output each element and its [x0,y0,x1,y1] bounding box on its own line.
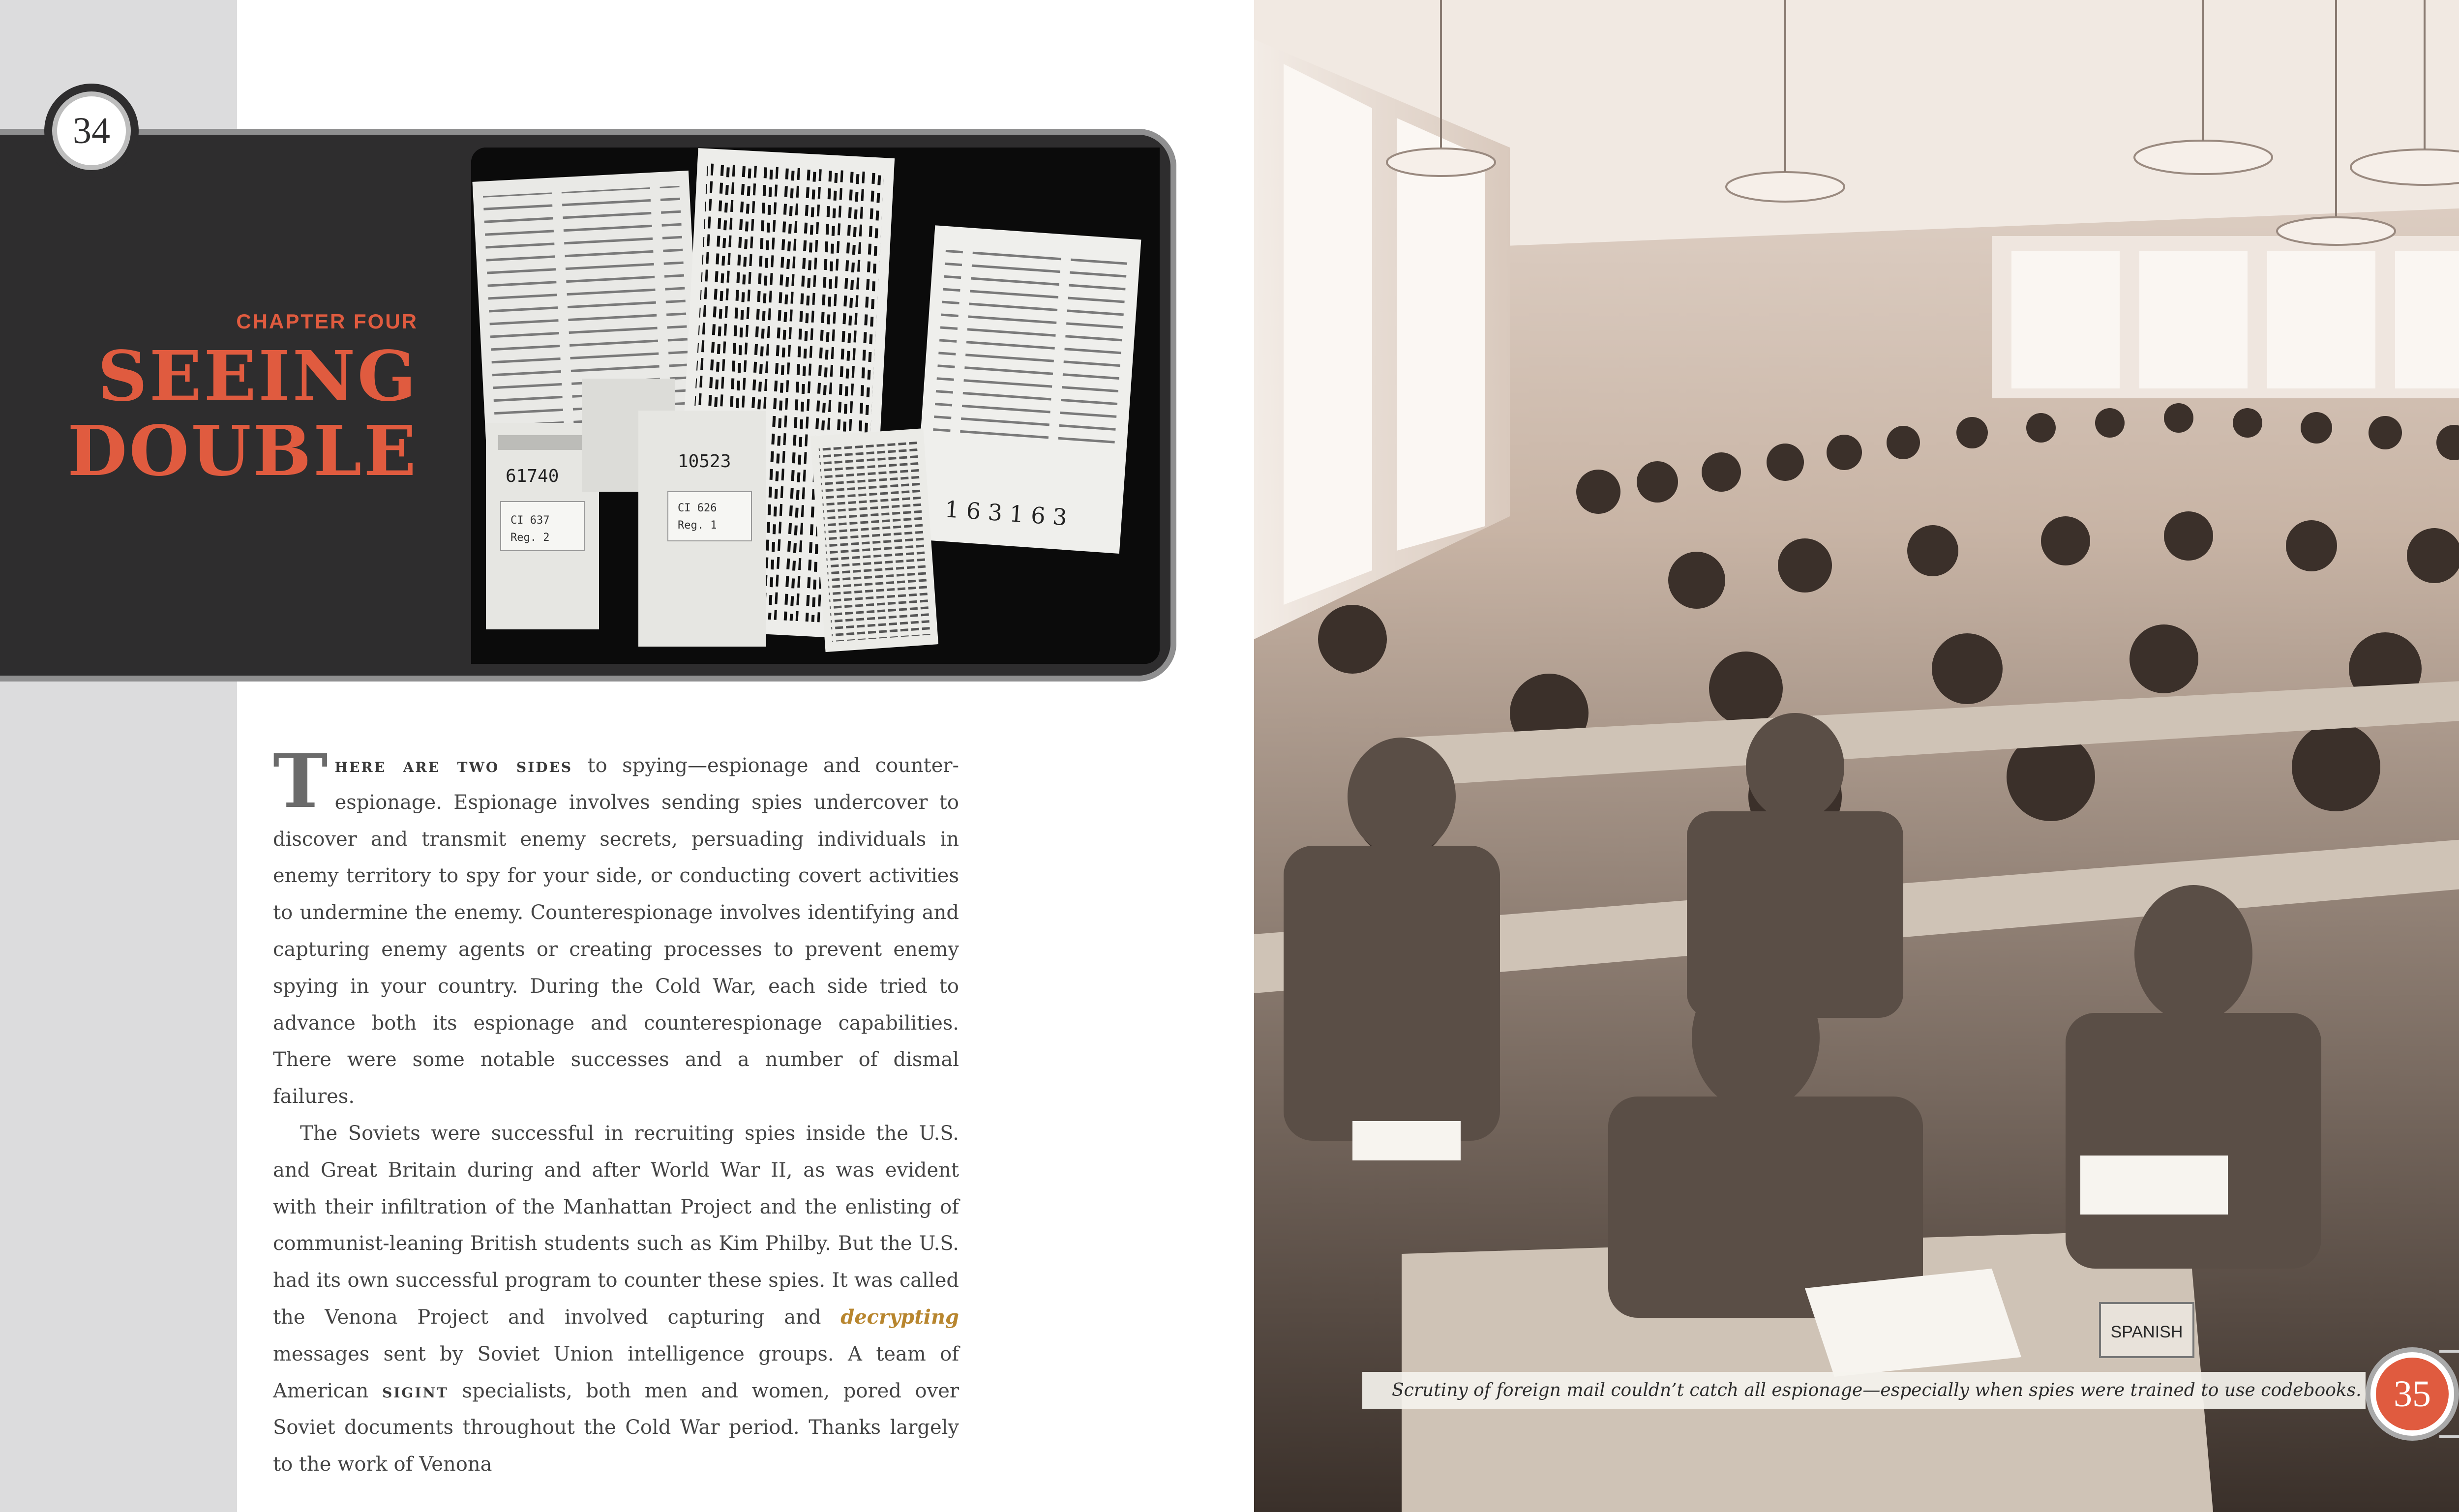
paragraph-2-text-b: messages sent by Soviet Union intelligence groups. A team of American [273,1342,959,1402]
paragraph-2 [273,1115,959,1483]
photo-caption-text: Scrutiny of foreign mail couldn’t catch all espionage—especially when spies were trained to use codebooks. [1392,1380,2362,1400]
card1-number: 61740 [506,466,559,486]
card2-line2: Reg. 1 [678,519,717,532]
chapter-title-line1: SEEING [97,336,418,417]
body-text [273,738,960,1483]
desk-sign: SPANISH [2110,1323,2183,1341]
sigint-term: sigint [382,1379,449,1402]
paragraph-2-text-c: specialists, both men and women, pored over Soviet documents throughout the Cold War period. Thanks largely to the work of Venona [273,1379,959,1476]
documents-illustration [471,148,1160,664]
lead-in: here are two sides [334,754,573,777]
chapter-title [59,336,418,492]
card1-line2: Reg. 2 [510,532,550,544]
sheet-numbers: 1 6 3 1 6 3 [944,496,1068,531]
paragraph-1-text: to spying—espionage and counter-espionage. Espionage involves sending spies undercover to discover and transmit enemy secrets, persuading individuals in enemy territory to spy for your side, or conducting covert activities to undermine the enemy. Counterespionage involves identifying and capturing enemy agents or creating processes to prevent enemy spying in your country. During the Cold War, each side tried to advance both its espionage and counterespionage capabilities. There were some notable successes and a number of dismal failures. [273,754,960,1108]
chapter-title-line2: DOUBLE [67,411,418,492]
glossary-term-decrypting[interactable]: decrypting [840,1305,959,1329]
page-number-badge-right [2366,1347,2459,1441]
photo-caption [1362,1372,2366,1409]
page-number-right: 35 [2394,1373,2431,1415]
page-number-left: 34 [73,110,110,151]
card2-number: 10523 [678,451,731,472]
paragraph-1 [273,738,960,1115]
chapter-label: CHAPTER FOUR [236,310,418,333]
decrypted-documents-photo [471,148,1160,664]
card1-line1: CI 637 [510,514,550,527]
drop-cap: T [273,738,328,825]
card2-line1: CI 626 [678,502,717,514]
page-number-badge-left [44,84,139,178]
mail-censorship-office-photo [1254,0,2459,1512]
office-scene-illustration [1254,0,2459,1512]
paragraph-2-text-a: The Soviets were successful in recruiting spies inside the U.S. and Great Britain during and after World War II, as was evident with their infiltration of the Manhattan Project and the enlisting of communist-leaning British students such as Kim Philby. But the U.S. had its own successful program to counter these spies. It was called the Venona Project and involved capturing and [273,1122,959,1329]
